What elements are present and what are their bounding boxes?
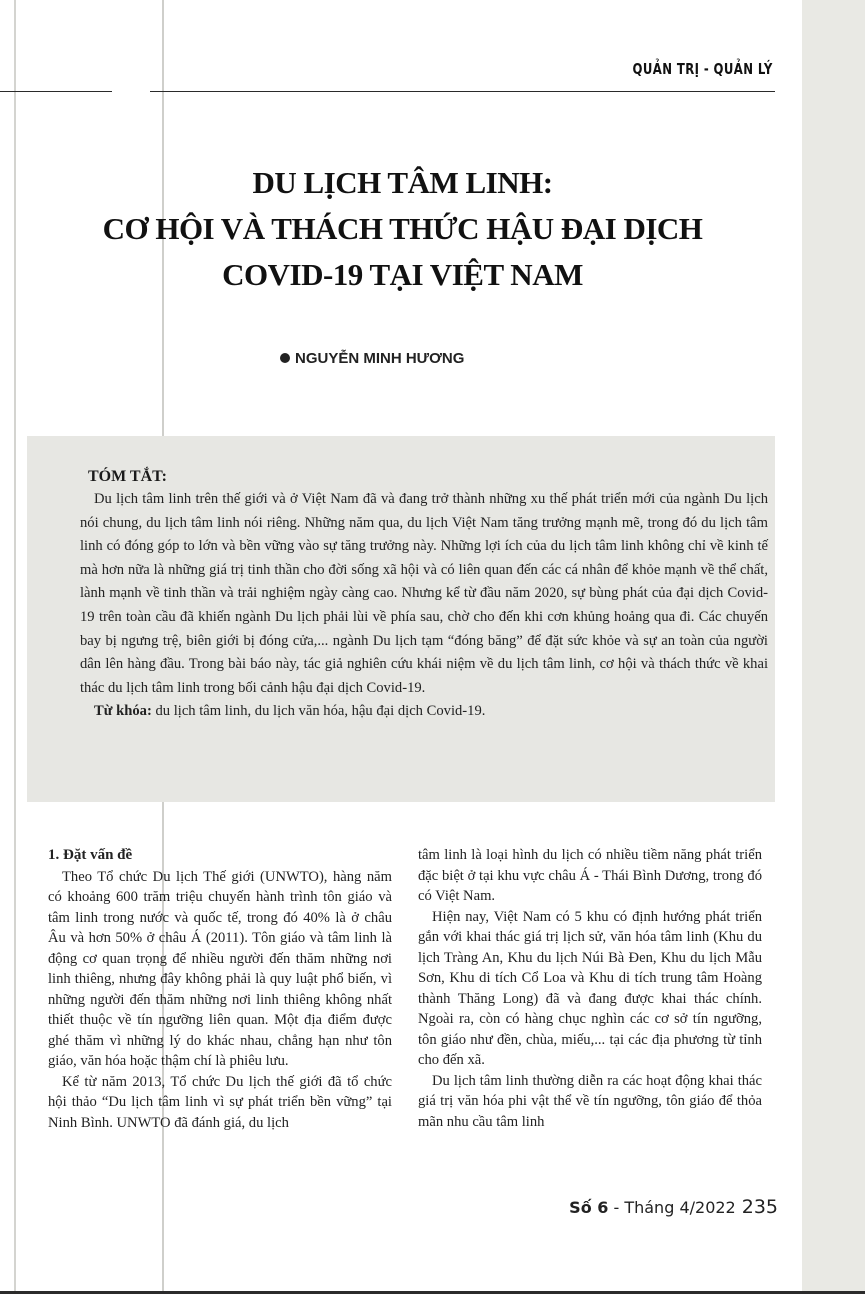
title-line: COVID-19 TẠI VIỆT NAM <box>222 257 583 292</box>
body-paragraph: Kể từ năm 2013, Tổ chức Du lịch thế giới đã tổ chức hội thảo “Du lịch tâm linh vì sự phát triển bền vững” tại Ninh Bình. UNWTO đã đánh giá, du lịch <box>48 1073 392 1131</box>
abstract-text: Du lịch tâm linh trên thế giới và ở Việt Nam đã và đang trở thành những xu thế phát triển mới của ngành Du lịch nói chung, du lịch tâm linh nói riêng. Những năm qua, du lịch Việt Nam tăng trưởng mạnh mẽ, trong đó du lịch tâm linh có đóng góp to lớn và bền vững vào sự tăng trưởng này. Những lợi ích của du lịch tâm linh không chỉ về kinh tế mà hơn nữa là những giá trị tinh thần cho đời sống xã hội và có liên quan đến các cá nhân để khỏe mạnh về thể chất, lành mạnh về tinh thần và trải nghiệm ngày càng cao. Nhưng kể từ đầu năm 2020, sự bùng phát của đại dịch Covid-19 trên toàn cầu đã khiến ngành Du lịch phải lùi về phía sau, chờ cho đến khi cơn khủng hoảng qua đi. Các chuyến bay bị ngưng trệ, biên giới bị đóng cửa,... ngành Du lịch tạm “đóng băng” để đặt sức khỏe và sự an toàn của người dân lên hàng đầu. Trong bài báo này, tác giả nghiên cứu khái niệm về du lịch tâm linh, cơ hội và thách thức về khai thác du lịch tâm linh trong bối cảnh hậu đại dịch Covid-19. <box>80 491 768 696</box>
header-rule <box>0 91 775 92</box>
author-name: NGUYỄN MINH HƯƠNG <box>295 350 465 367</box>
issue-date: - Tháng 4/2022 <box>608 1198 736 1217</box>
body-paragraph: tâm linh là loại hình du lịch có nhiều tiềm năng phát triển đặc biệt ở tại khu vực châu Á - Thái Bình Dương, trong đó có Việt Nam. <box>418 847 762 904</box>
section-heading: 1. Đặt vấn đề <box>48 847 133 863</box>
page-number: 235 <box>741 1196 778 1218</box>
keywords <box>80 700 768 724</box>
body-column-left <box>48 845 392 1133</box>
scan-edge-strip <box>802 0 865 1294</box>
author-byline <box>280 350 464 367</box>
page-footer <box>569 1196 778 1218</box>
body-column-right <box>418 845 762 1132</box>
bullet-icon <box>280 353 290 363</box>
title-line: DU LỊCH TÂM LINH: <box>252 165 553 200</box>
body-paragraph: Hiện nay, Việt Nam có 5 khu có định hướng phát triển gắn với khai thác giá trị lịch sử, văn hóa tâm linh (Khu du lịch Tràng An, Khu du lịch Núi Bà Đen, Khu du lịch Mẫu Sơn, Khu di tích Cổ Loa và Khu di tích trung tâm Hoàng thành Thăng Long) đã và đang được khai thác chính. Ngoài ra, còn có hàng chục nghìn các cơ sở tín ngưỡng, tôn giáo như đền, chùa, miếu,... tại các địa phương từ tỉnh cho đến xã. <box>418 908 762 1068</box>
body-paragraph: Theo Tổ chức Du lịch Thế giới (UNWTO), hàng năm có khoảng 600 trăm triệu chuyến hành trình tôn giáo và tâm linh trong nước và quốc tế, trong đó 40% là ở châu Âu và hơn 50% ở châu Á (2011). Tôn giáo và tâm linh là động cơ quan trọng để nhiều người đến thăm những nơi linh thiêng, nhưng đây không phải là quy luật phổ biến, vì những người đến thăm những nơi linh thiêng không nhất thiết thuộc về tín ngưỡng liên quan. Một địa điểm được ghé thăm vì những lý do khác nhau, chẳng hạn như tôn giáo, văn hóa hoặc thậm chí là phiêu lưu. <box>48 868 392 1069</box>
keywords-text: du lịch tâm linh, du lịch văn hóa, hậu đại dịch Covid-19. <box>151 703 486 720</box>
abstract-heading: TÓM TẮT: <box>88 468 167 485</box>
issue-number: Số 6 <box>569 1198 609 1217</box>
section-label: QUẢN TRỊ - QUẢN LÝ <box>632 60 773 78</box>
title-line: CƠ HỘI VÀ THÁCH THỨC HẬU ĐẠI DỊCH <box>102 211 703 246</box>
keywords-label: Từ khóa: <box>94 703 152 720</box>
article-title <box>40 160 765 298</box>
body-paragraph: Du lịch tâm linh thường diễn ra các hoạt động khai thác giá trị văn hóa phi vật thể về tín ngưỡng, tôn giáo để thỏa mãn nhu cầu tâm linh <box>418 1072 762 1130</box>
scan-artifact-line <box>14 0 16 1294</box>
abstract-body <box>80 488 768 724</box>
